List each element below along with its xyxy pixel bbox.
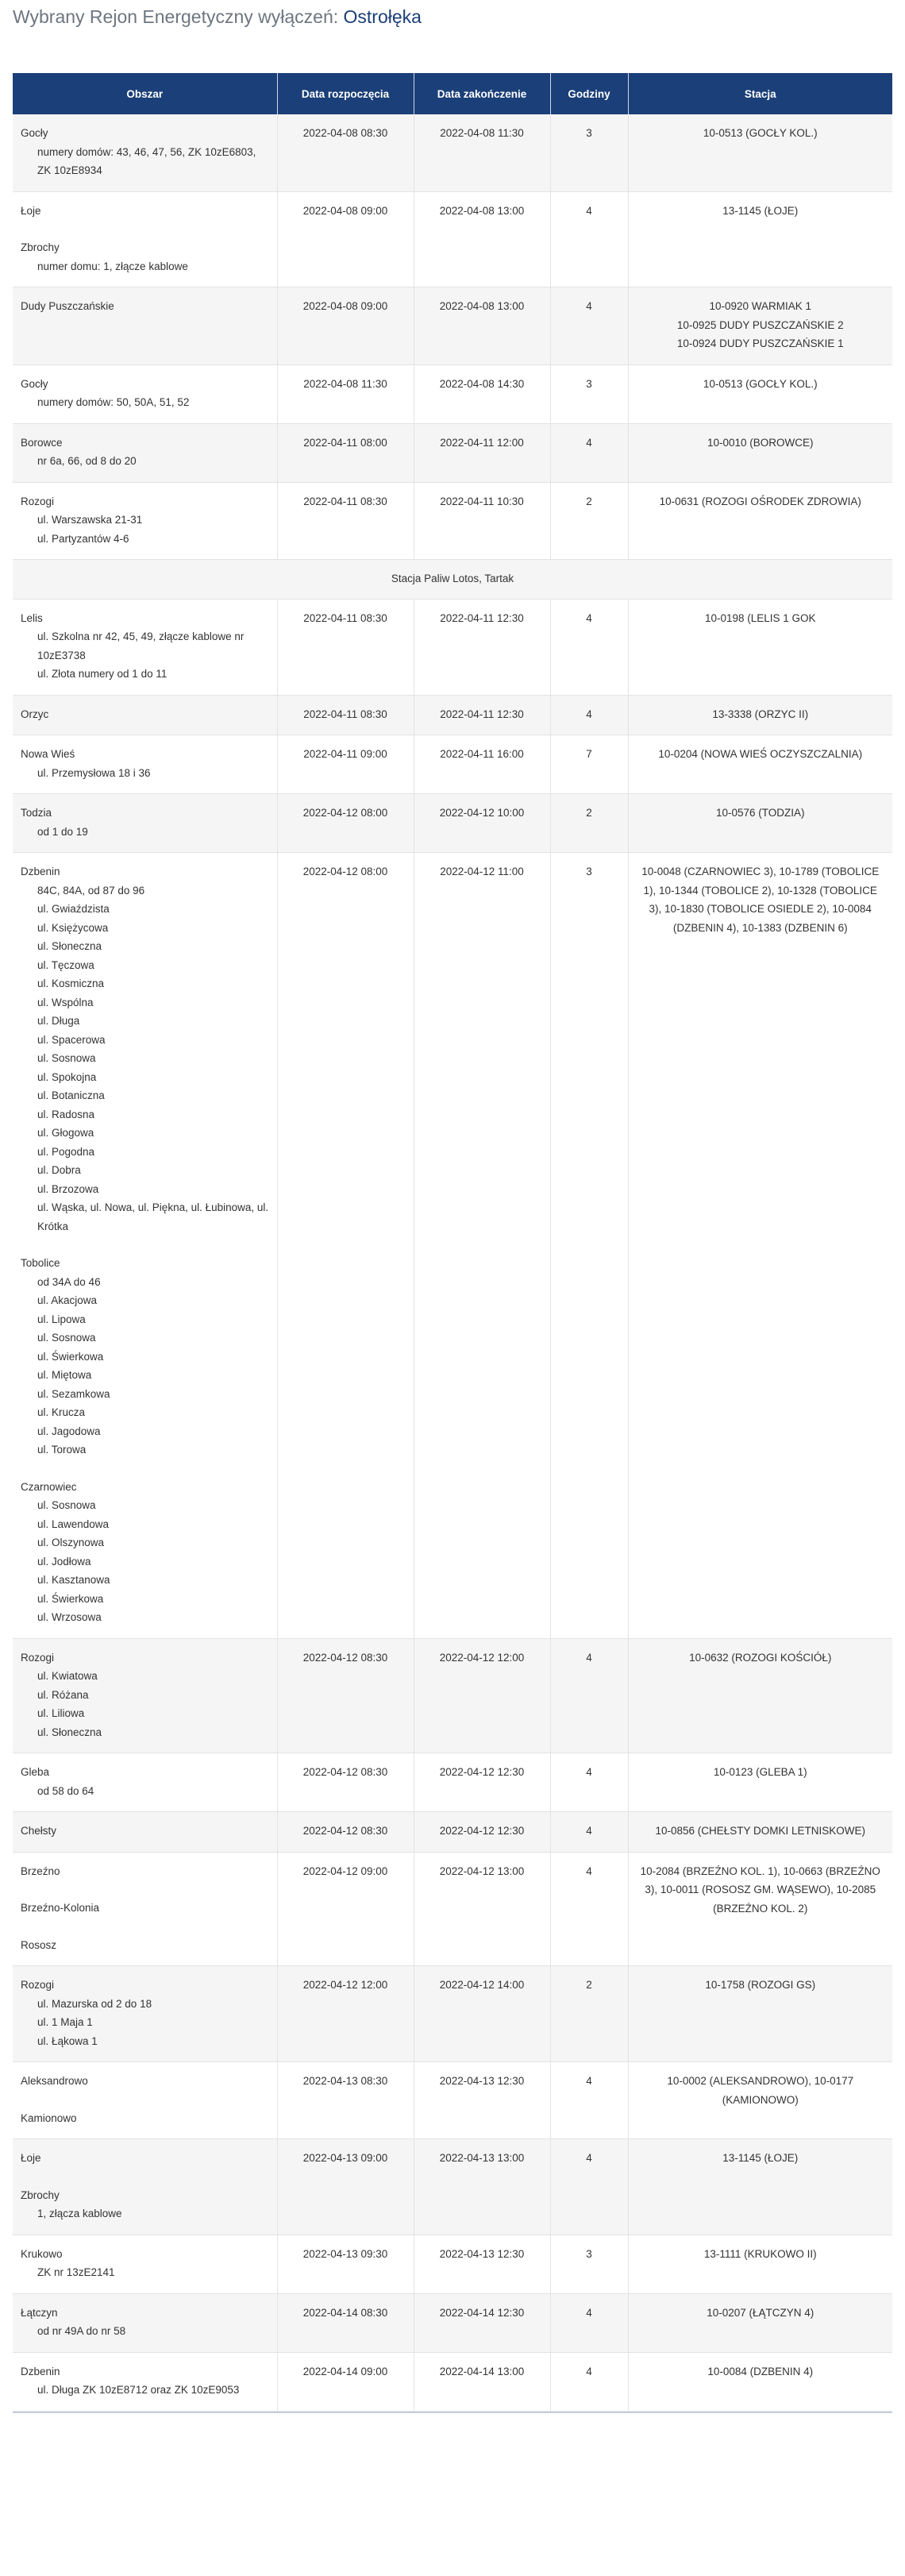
station-line: 10-0925 DUDY PUSZCZAŃSKIE 2 bbox=[676, 318, 844, 331]
station-line: 10-0856 (CHEŁSTY DOMKI LETNISKOWE) bbox=[655, 1825, 866, 1837]
start-date-cell: 2022-04-08 08:30 bbox=[277, 114, 414, 191]
area-location bbox=[21, 492, 269, 549]
start-date-cell: 2022-04-08 09:00 bbox=[277, 287, 414, 365]
station-cell bbox=[628, 287, 892, 365]
area-detail: ul. Gwiaździsta bbox=[37, 903, 110, 915]
area-cell bbox=[13, 423, 277, 482]
area-detail: ul. Długa ZK 10zE8712 oraz ZK 10zE9053 bbox=[37, 2384, 240, 2396]
area-detail: ul. Sosnowa bbox=[37, 1052, 96, 1064]
end-date-cell: 2022-04-11 12:00 bbox=[414, 423, 550, 482]
area-cell bbox=[13, 2293, 277, 2352]
area-name: Rozogi bbox=[21, 1979, 55, 1991]
area-name: Tobolice bbox=[21, 1257, 60, 1269]
station-line: 10-0204 (NOWA WIEŚ OCZYSZCZALNIA) bbox=[658, 748, 863, 760]
station-line: 10-0123 (GLEBA 1) bbox=[713, 1766, 807, 1778]
area-name: Borowce bbox=[21, 436, 63, 449]
end-date-cell: 2022-04-08 13:00 bbox=[414, 191, 550, 287]
station-cell bbox=[628, 2352, 892, 2411]
table-row bbox=[13, 1852, 892, 1966]
area-detail: od 58 do 64 bbox=[37, 1784, 94, 1797]
area-detail: ul. Jodłowa bbox=[37, 1555, 91, 1568]
area-cell bbox=[13, 1638, 277, 1753]
area-detail: ul. Sezamkowa bbox=[37, 1387, 110, 1400]
table-row bbox=[13, 794, 892, 853]
start-date-cell: 2022-04-11 09:00 bbox=[277, 735, 414, 794]
area-name: Dudy Puszczańskie bbox=[21, 300, 114, 312]
area-detail: ul. Torowa bbox=[37, 1444, 87, 1456]
area-location bbox=[21, 705, 269, 724]
area-detail: ul. Krucza bbox=[37, 1406, 86, 1418]
table-row bbox=[13, 2062, 892, 2139]
area-detail: ul. Słoneczna bbox=[37, 940, 102, 952]
station-line: 10-2084 (BRZEŹNO KOL. 1), 10-0663 (BRZEŹNO 3), 10-0011 (ROSOSZ GM. WĄSEWO), 10-2085 (BRZEŹNO KOL. 2) bbox=[640, 1865, 880, 1915]
area-location bbox=[21, 1763, 269, 1800]
area-name: Gleba bbox=[21, 1766, 50, 1778]
station-cell bbox=[628, 482, 892, 560]
area-location bbox=[21, 1649, 269, 1742]
area-name: Krukowo bbox=[21, 2247, 63, 2260]
col-header-station: Stacja bbox=[628, 73, 892, 114]
start-date-cell: 2022-04-12 08:30 bbox=[277, 1638, 414, 1753]
area-location bbox=[21, 1254, 269, 1460]
area-detail: numer domu: 1, złącze kablowe bbox=[37, 260, 188, 272]
outage-table bbox=[13, 73, 892, 2412]
area-detail: ZK nr 13zE2141 bbox=[37, 2266, 115, 2278]
end-date-cell: 2022-04-12 12:00 bbox=[414, 1638, 550, 1753]
table-row bbox=[13, 2352, 892, 2411]
area-detail: ul. Łąkowa 1 bbox=[37, 2034, 98, 2047]
area-detail: ul. Wspólna bbox=[37, 996, 94, 1008]
area-detail: ul. Spokojna bbox=[37, 1070, 97, 1083]
area-name: Zbrochy bbox=[21, 241, 60, 253]
area-detail: ul. Przemysłowa 18 i 36 bbox=[37, 766, 151, 779]
table-row bbox=[13, 599, 892, 695]
area-detail: ul. Miętowa bbox=[37, 1369, 92, 1381]
area-detail: ul. Różana bbox=[37, 1688, 89, 1701]
area-name: Gocły bbox=[21, 377, 48, 390]
area-name: Dzbenin bbox=[21, 866, 60, 877]
area-location bbox=[21, 375, 269, 412]
area-name: Gocły bbox=[21, 127, 48, 139]
station-cell bbox=[628, 1812, 892, 1853]
area-name: Rososz bbox=[21, 1938, 57, 1951]
area-name: Rozogi bbox=[21, 495, 55, 507]
table-row bbox=[13, 2235, 892, 2293]
area-location bbox=[21, 2109, 269, 2128]
station-cell bbox=[628, 2139, 892, 2235]
start-date-cell: 2022-04-12 08:00 bbox=[277, 853, 414, 1639]
area-name: Łątczyn bbox=[21, 2306, 58, 2319]
start-date-cell: 2022-04-11 08:30 bbox=[277, 695, 414, 735]
hours-cell: 4 bbox=[550, 599, 628, 695]
area-detail: ul. Botaniczna bbox=[37, 1089, 105, 1101]
area-location bbox=[21, 804, 269, 841]
station-line: 10-0513 (GOCŁY KOL.) bbox=[703, 127, 818, 139]
station-cell bbox=[628, 1638, 892, 1753]
col-header-hours: Godziny bbox=[550, 73, 628, 114]
hours-cell: 4 bbox=[550, 2352, 628, 2411]
end-date-cell: 2022-04-12 12:30 bbox=[414, 1753, 550, 1812]
area-location bbox=[21, 2186, 269, 2223]
table-row bbox=[13, 114, 892, 191]
area-location bbox=[21, 609, 269, 684]
end-date-cell: 2022-04-11 10:30 bbox=[414, 482, 550, 560]
area-detail: ul. Świerkowa bbox=[37, 1592, 104, 1605]
area-detail: od 34A do 46 bbox=[37, 1275, 101, 1288]
area-cell bbox=[13, 735, 277, 794]
area-location bbox=[21, 1976, 269, 2050]
area-detail: ul. Lawendowa bbox=[37, 1517, 110, 1530]
station-line: 13-1111 (KRUKOWO II) bbox=[703, 2247, 817, 2260]
area-detail: ul. Olszynowa bbox=[37, 1537, 105, 1548]
area-location bbox=[21, 862, 269, 1236]
area-cell bbox=[13, 114, 277, 191]
station-line: 10-1758 (ROZOGI GS) bbox=[705, 1979, 816, 1991]
end-date-cell: 2022-04-13 12:30 bbox=[414, 2062, 550, 2139]
area-cell bbox=[13, 853, 277, 1639]
area-cell bbox=[13, 695, 277, 735]
hours-cell: 3 bbox=[550, 2235, 628, 2293]
area-cell bbox=[13, 1966, 277, 2062]
station-cell bbox=[628, 2293, 892, 2352]
table-bottom-border bbox=[13, 2412, 892, 2413]
area-name: Aleksandrowo bbox=[21, 2075, 88, 2087]
station-line: 10-0632 (ROZOGI KOŚCIÓŁ) bbox=[689, 1651, 832, 1664]
area-name: Brzeźno-Kolonia bbox=[21, 1902, 100, 1914]
area-cell bbox=[13, 287, 277, 365]
station-line: 10-0207 (ŁĄTCZYN 4) bbox=[707, 2306, 814, 2319]
start-date-cell: 2022-04-08 11:30 bbox=[277, 364, 414, 423]
area-detail: ul. Długa bbox=[37, 1015, 80, 1027]
station-line: 10-0920 WARMIAK 1 bbox=[709, 300, 812, 312]
heading-label: Wybrany Rejon Energetyczny wyłączeń: bbox=[13, 6, 344, 27]
area-location bbox=[21, 745, 269, 782]
hours-cell: 2 bbox=[550, 482, 628, 560]
area-cell bbox=[13, 364, 277, 423]
area-cell bbox=[13, 2235, 277, 2293]
station-cell bbox=[628, 794, 892, 853]
area-name: Orzyc bbox=[21, 708, 49, 720]
station-line: 10-0576 (TODZIA) bbox=[715, 807, 805, 819]
hours-cell: 3 bbox=[550, 114, 628, 191]
area-detail: ul. Brzozowa bbox=[37, 1182, 99, 1195]
end-date-cell: 2022-04-12 11:00 bbox=[414, 853, 550, 1639]
station-cell bbox=[628, 695, 892, 735]
station-line: 10-0010 (BOROWCE) bbox=[707, 436, 814, 449]
area-detail: ul. Świerkowa bbox=[37, 1350, 104, 1363]
area-cell bbox=[13, 1852, 277, 1966]
end-date-cell: 2022-04-12 10:00 bbox=[414, 794, 550, 853]
start-date-cell: 2022-04-14 09:00 bbox=[277, 2352, 414, 2411]
area-cell bbox=[13, 1812, 277, 1853]
start-date-cell: 2022-04-13 08:30 bbox=[277, 2062, 414, 2139]
area-detail: ul. Kasztanowa bbox=[37, 1574, 110, 1586]
area-detail: ul. Tęczowa bbox=[37, 958, 94, 971]
hours-cell: 4 bbox=[550, 2139, 628, 2235]
end-date-cell: 2022-04-11 16:00 bbox=[414, 735, 550, 794]
area-location bbox=[21, 2362, 269, 2400]
area-cell bbox=[13, 2352, 277, 2411]
area-detail: ul. Księżycowa bbox=[37, 921, 109, 934]
area-location bbox=[21, 124, 269, 180]
hours-cell: 3 bbox=[550, 364, 628, 423]
area-name: Łoje bbox=[21, 204, 41, 217]
station-cell bbox=[628, 1852, 892, 1966]
end-date-cell: 2022-04-14 12:30 bbox=[414, 2293, 550, 2352]
area-detail: ul. Kosmiczna bbox=[37, 978, 105, 989]
area-detail: numery domów: 43, 46, 47, 56, ZK 10zE6803, ZK 10zE8934 bbox=[37, 145, 256, 176]
station-cell bbox=[628, 599, 892, 695]
area-detail: ul. Spacerowa bbox=[37, 1033, 106, 1046]
area-detail: ul. Akacjowa bbox=[37, 1294, 98, 1306]
area-location bbox=[21, 2149, 269, 2168]
station-line: 10-0198 (LELIS 1 GOK bbox=[704, 611, 816, 624]
end-date-cell: 2022-04-13 13:00 bbox=[414, 2139, 550, 2235]
table-row bbox=[13, 695, 892, 735]
area-location bbox=[21, 1822, 269, 1841]
area-location bbox=[21, 238, 269, 276]
area-detail: nr 6a, 66, od 8 do 20 bbox=[37, 455, 137, 467]
area-detail: ul. Liliowa bbox=[37, 1707, 85, 1719]
hours-cell: 4 bbox=[550, 695, 628, 735]
area-location bbox=[21, 1899, 269, 1918]
end-date-cell: 2022-04-12 13:00 bbox=[414, 1852, 550, 1966]
page-title bbox=[13, 0, 892, 33]
end-date-cell: 2022-04-12 14:00 bbox=[414, 1966, 550, 2062]
area-name: Zbrochy bbox=[21, 2188, 60, 2201]
table-header-row bbox=[13, 73, 892, 114]
area-name: Brzeźno bbox=[21, 1865, 60, 1877]
end-date-cell: 2022-04-08 14:30 bbox=[414, 364, 550, 423]
station-cell bbox=[628, 735, 892, 794]
table-row bbox=[13, 287, 892, 365]
station-line: 10-0924 DUDY PUSZCZAŃSKIE 1 bbox=[676, 337, 844, 349]
table-row bbox=[13, 735, 892, 794]
area-location bbox=[21, 297, 269, 316]
area-detail: ul. Wrzosowa bbox=[37, 1611, 102, 1623]
note-row bbox=[13, 560, 892, 600]
start-date-cell: 2022-04-11 08:30 bbox=[277, 599, 414, 695]
area-detail: ul. Sosnowa bbox=[37, 1332, 96, 1344]
area-name: Kamionowo bbox=[21, 2111, 77, 2124]
area-name: Łoje bbox=[21, 2152, 41, 2164]
start-date-cell: 2022-04-08 09:00 bbox=[277, 191, 414, 287]
start-date-cell: 2022-04-12 12:00 bbox=[277, 1966, 414, 2062]
station-line: 13-1145 (ŁOJE) bbox=[722, 204, 799, 217]
area-detail: od 1 do 19 bbox=[37, 825, 88, 838]
start-date-cell: 2022-04-11 08:00 bbox=[277, 423, 414, 482]
area-cell bbox=[13, 2062, 277, 2139]
area-detail: ul. Szkolna nr 42, 45, 49, złącze kablowe nr 10zE3738 bbox=[37, 631, 245, 661]
area-detail: ul. Radosna bbox=[37, 1108, 95, 1120]
area-detail: ul. Partyzantów 4-6 bbox=[37, 532, 129, 545]
area-name: Lelis bbox=[21, 611, 43, 624]
end-date-cell: 2022-04-08 11:30 bbox=[414, 114, 550, 191]
station-cell bbox=[628, 114, 892, 191]
area-detail: ul. Jagodowa bbox=[37, 1425, 101, 1437]
col-header-start: Data rozpoczęcia bbox=[277, 73, 414, 114]
hours-cell: 4 bbox=[550, 423, 628, 482]
station-line: 10-0513 (GOCŁY KOL.) bbox=[703, 377, 818, 390]
station-cell bbox=[628, 2235, 892, 2293]
table-row bbox=[13, 1753, 892, 1812]
area-detail: ul. Lipowa bbox=[37, 1313, 86, 1325]
hours-cell: 4 bbox=[550, 1638, 628, 1753]
start-date-cell: 2022-04-13 09:00 bbox=[277, 2139, 414, 2235]
table-row bbox=[13, 1812, 892, 1853]
table-row bbox=[13, 1966, 892, 2062]
area-name: Czarnowiec bbox=[21, 1480, 77, 1493]
station-cell bbox=[628, 191, 892, 287]
hours-cell: 4 bbox=[550, 287, 628, 365]
area-detail: 1, złącza kablowe bbox=[37, 2208, 122, 2219]
hours-cell: 4 bbox=[550, 1753, 628, 1812]
note-cell: Stacja Paliw Lotos, Tartak bbox=[13, 560, 892, 600]
station-cell bbox=[628, 1753, 892, 1812]
area-detail: numery domów: 50, 50A, 51, 52 bbox=[37, 396, 190, 408]
station-cell bbox=[628, 1966, 892, 2062]
station-line: 13-3338 (ORZYC II) bbox=[712, 708, 809, 720]
area-location bbox=[21, 1936, 269, 1955]
area-cell bbox=[13, 1753, 277, 1812]
area-cell bbox=[13, 599, 277, 695]
area-cell bbox=[13, 191, 277, 287]
start-date-cell: 2022-04-12 08:00 bbox=[277, 794, 414, 853]
end-date-cell: 2022-04-11 12:30 bbox=[414, 599, 550, 695]
area-location bbox=[21, 2072, 269, 2091]
area-detail: ul. Sosnowa bbox=[37, 1499, 96, 1511]
area-detail: od nr 49A do nr 58 bbox=[37, 2325, 126, 2337]
end-date-cell: 2022-04-08 13:00 bbox=[414, 287, 550, 365]
area-location bbox=[21, 202, 269, 221]
area-cell bbox=[13, 2139, 277, 2235]
hours-cell: 2 bbox=[550, 1966, 628, 2062]
hours-cell: 7 bbox=[550, 735, 628, 794]
area-location bbox=[21, 1478, 269, 1627]
table-row bbox=[13, 482, 892, 560]
area-detail: ul. 1 Maja 1 bbox=[37, 2016, 93, 2028]
area-name: Nowa Wieś bbox=[21, 748, 75, 760]
area-detail: ul. Kwiatowa bbox=[37, 1670, 98, 1682]
hours-cell: 4 bbox=[550, 2293, 628, 2352]
end-date-cell: 2022-04-12 12:30 bbox=[414, 1812, 550, 1853]
station-line: 13-1145 (ŁOJE) bbox=[722, 2152, 799, 2164]
start-date-cell: 2022-04-11 08:30 bbox=[277, 482, 414, 560]
area-cell bbox=[13, 482, 277, 560]
start-date-cell: 2022-04-12 08:30 bbox=[277, 1753, 414, 1812]
hours-cell: 4 bbox=[550, 1812, 628, 1853]
station-cell bbox=[628, 2062, 892, 2139]
station-line: 10-0048 (CZARNOWIEC 3), 10-1789 (TOBOLICE 1), 10-1344 (TOBOLICE 2), 10-1328 (TOBOLICE 3), 10-1830 (TOBOLICE OSIEDLE 2), 10-0084 (DZBENIN 4), 10-1383 (DZBENIN 6) bbox=[641, 866, 880, 934]
area-cell bbox=[13, 794, 277, 853]
area-name: Rozogi bbox=[21, 1651, 55, 1664]
hours-cell: 3 bbox=[550, 853, 628, 1639]
area-name: Todzia bbox=[21, 807, 52, 819]
start-date-cell: 2022-04-12 09:00 bbox=[277, 1852, 414, 1966]
table-row bbox=[13, 2293, 892, 2352]
heading-city: Ostrołęka bbox=[343, 6, 422, 27]
hours-cell: 4 bbox=[550, 1852, 628, 1966]
table-row bbox=[13, 423, 892, 482]
area-name: Dzbenin bbox=[21, 2365, 60, 2377]
area-detail: ul. Mazurska od 2 do 18 bbox=[37, 1997, 152, 2010]
table-row bbox=[13, 1638, 892, 1753]
station-line: 10-0631 (ROZOGI OŚRODEK ZDROWIA) bbox=[659, 495, 861, 507]
end-date-cell: 2022-04-13 12:30 bbox=[414, 2235, 550, 2293]
end-date-cell: 2022-04-11 12:30 bbox=[414, 695, 550, 735]
hours-cell: 2 bbox=[550, 794, 628, 853]
station-cell bbox=[628, 364, 892, 423]
area-name: Chełsty bbox=[21, 1825, 57, 1837]
table-body bbox=[13, 114, 892, 2411]
start-date-cell: 2022-04-14 08:30 bbox=[277, 2293, 414, 2352]
hours-cell: 4 bbox=[550, 2062, 628, 2139]
table-row bbox=[13, 2139, 892, 2235]
area-detail: ul. Pogodna bbox=[37, 1145, 95, 1158]
col-header-area: Obszar bbox=[13, 73, 277, 114]
station-cell bbox=[628, 423, 892, 482]
col-header-end: Data zakończenie bbox=[414, 73, 550, 114]
end-date-cell: 2022-04-14 13:00 bbox=[414, 2352, 550, 2411]
station-cell bbox=[628, 853, 892, 1639]
area-detail: 84C, 84A, od 87 do 96 bbox=[37, 884, 145, 897]
area-location bbox=[21, 2245, 269, 2282]
area-detail: ul. Złota numery od 1 do 11 bbox=[37, 668, 168, 680]
area-location bbox=[21, 2304, 269, 2341]
area-detail: ul. Słoneczna bbox=[37, 1726, 102, 1738]
area-detail: ul. Dobra bbox=[37, 1164, 81, 1176]
area-detail: ul. Warszawska 21-31 bbox=[37, 514, 143, 526]
area-detail: ul. Wąska, ul. Nowa, ul. Piękna, ul. Łubinowa, ul. Krótka bbox=[37, 1201, 269, 1232]
table-row bbox=[13, 364, 892, 423]
start-date-cell: 2022-04-12 08:30 bbox=[277, 1812, 414, 1853]
start-date-cell: 2022-04-13 09:30 bbox=[277, 2235, 414, 2293]
area-location bbox=[21, 1862, 269, 1881]
hours-cell: 4 bbox=[550, 191, 628, 287]
table-row bbox=[13, 191, 892, 287]
table-row bbox=[13, 853, 892, 1639]
station-line: 10-0084 (DZBENIN 4) bbox=[707, 2365, 814, 2377]
area-location bbox=[21, 434, 269, 471]
area-detail: ul. Głogowa bbox=[37, 1127, 94, 1139]
station-line: 10-0002 (ALEKSANDROWO), 10-0177 (KAMIONOWO) bbox=[667, 2075, 854, 2106]
